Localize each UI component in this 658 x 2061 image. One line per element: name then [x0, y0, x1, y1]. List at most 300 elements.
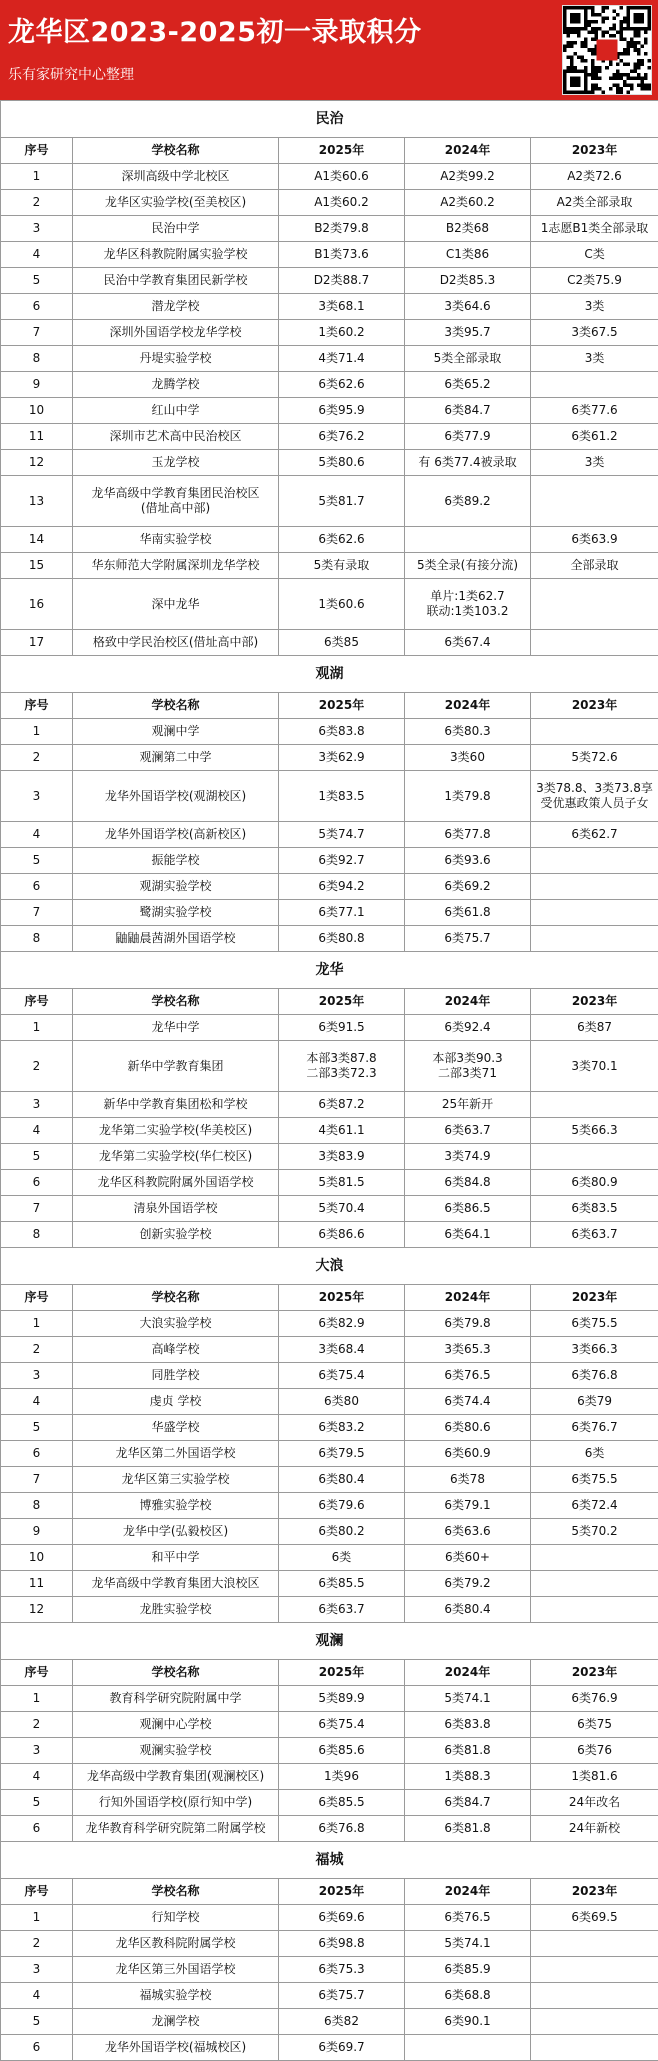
region-header	[1, 101, 658, 138]
column-header: 2023年	[531, 989, 658, 1015]
school-name-cell: 龙华高级中学教育集团民治校区 (借址高中部)	[73, 476, 279, 527]
score-2023-cell: 6类63.7	[531, 1222, 658, 1248]
index-cell: 6	[1, 294, 73, 320]
score-2024-cell: 6类65.2	[405, 372, 531, 398]
page-header	[0, 0, 658, 100]
table-row	[1, 1467, 658, 1493]
score-2024-cell: 6类60+	[405, 1545, 531, 1571]
score-2024-cell	[405, 527, 531, 553]
column-header: 2025年	[279, 138, 405, 164]
score-2025-cell: D2类88.7	[279, 268, 405, 294]
school-name-cell: 大浪实验学校	[73, 1311, 279, 1337]
table-row	[1, 398, 658, 424]
score-2023-cell: A2类72.6	[531, 164, 658, 190]
table-row	[1, 745, 658, 771]
table-row	[1, 822, 658, 848]
table-row	[1, 1015, 658, 1041]
score-2025-cell: 6类91.5	[279, 1015, 405, 1041]
school-name-cell: 观澜实验学校	[73, 1738, 279, 1764]
score-2024-cell: 3类60	[405, 745, 531, 771]
table-row	[1, 1441, 658, 1467]
score-2024-cell: 6类75.7	[405, 926, 531, 952]
score-2025-cell: 6类82.9	[279, 1311, 405, 1337]
score-2024-cell: 6类63.7	[405, 1118, 531, 1144]
score-2025-cell: 3类68.1	[279, 294, 405, 320]
score-2025-cell: 6类85	[279, 630, 405, 656]
column-header: 学校名称	[73, 1660, 279, 1686]
index-cell: 17	[1, 630, 73, 656]
column-header: 2024年	[405, 693, 531, 719]
table-row	[1, 1389, 658, 1415]
school-name-cell: 鼬鼬晨茜湖外国语学校	[73, 926, 279, 952]
table-row	[1, 1931, 658, 1957]
score-2025-cell: 4类61.1	[279, 1118, 405, 1144]
column-header: 学校名称	[73, 989, 279, 1015]
score-2023-cell	[531, 630, 658, 656]
index-cell: 5	[1, 848, 73, 874]
school-name-cell: 深圳外国语学校龙华学校	[73, 320, 279, 346]
score-2025-cell: 6类80	[279, 1389, 405, 1415]
table-row	[1, 1519, 658, 1545]
score-2024-cell: 6类80.6	[405, 1415, 531, 1441]
score-2023-cell	[531, 2009, 658, 2035]
score-2024-cell: 3类65.3	[405, 1337, 531, 1363]
school-name-cell: 龙华区第三实验学校	[73, 1467, 279, 1493]
index-cell: 7	[1, 900, 73, 926]
score-2023-cell: 6类76.9	[531, 1686, 658, 1712]
column-header: 2025年	[279, 1285, 405, 1311]
table-row	[1, 1597, 658, 1623]
score-2025-cell: 6类85.5	[279, 1571, 405, 1597]
region-name: 观湖	[1, 656, 658, 693]
index-cell: 8	[1, 1222, 73, 1248]
table-row	[1, 1790, 658, 1816]
score-2025-cell: 5类80.6	[279, 450, 405, 476]
index-cell: 2	[1, 190, 73, 216]
column-header-row	[1, 1285, 658, 1311]
score-2023-cell: C2类75.9	[531, 268, 658, 294]
table-row	[1, 1738, 658, 1764]
score-2025-cell: 6类80.4	[279, 1467, 405, 1493]
score-2023-cell	[531, 1571, 658, 1597]
score-2025-cell: 6类85.6	[279, 1738, 405, 1764]
score-2023-cell: 6类83.5	[531, 1196, 658, 1222]
score-2025-cell: 5类81.7	[279, 476, 405, 527]
table-row	[1, 2035, 658, 2061]
score-2025-cell: 6类87.2	[279, 1092, 405, 1118]
score-2025-cell: 5类89.9	[279, 1686, 405, 1712]
index-cell: 1	[1, 719, 73, 745]
score-2025-cell: 6类62.6	[279, 527, 405, 553]
score-2024-cell: 6类89.2	[405, 476, 531, 527]
column-header: 序号	[1, 1285, 73, 1311]
score-2023-cell: 6类87	[531, 1015, 658, 1041]
column-header: 序号	[1, 693, 73, 719]
score-2025-cell: 6类75.3	[279, 1957, 405, 1983]
column-header-row	[1, 693, 658, 719]
score-2025-cell: 6类75.4	[279, 1712, 405, 1738]
school-name-cell: 龙华高级中学教育集团大浪校区	[73, 1571, 279, 1597]
region-name: 龙华	[1, 952, 658, 989]
score-2025-cell: 6类77.1	[279, 900, 405, 926]
table-row	[1, 1545, 658, 1571]
index-cell: 8	[1, 926, 73, 952]
score-2024-cell: 5类全部录取	[405, 346, 531, 372]
score-2023-cell: 6类69.5	[531, 1905, 658, 1931]
score-2023-cell: 6类75.5	[531, 1467, 658, 1493]
score-2025-cell: 6类83.2	[279, 1415, 405, 1441]
column-header: 2025年	[279, 989, 405, 1015]
score-2025-cell: 5类70.4	[279, 1196, 405, 1222]
column-header: 序号	[1, 989, 73, 1015]
score-2025-cell: 6类98.8	[279, 1931, 405, 1957]
score-2024-cell: 6类84.7	[405, 398, 531, 424]
score-2023-cell: 6类62.7	[531, 822, 658, 848]
score-2024-cell: 25年新开	[405, 1092, 531, 1118]
school-name-cell: 龙华外国语学校(观湖校区)	[73, 771, 279, 822]
region-name: 民治	[1, 101, 658, 138]
score-2025-cell: A1类60.2	[279, 190, 405, 216]
school-name-cell: 观澜中学	[73, 719, 279, 745]
score-2023-cell: 5类66.3	[531, 1118, 658, 1144]
index-cell: 15	[1, 553, 73, 579]
index-cell: 11	[1, 424, 73, 450]
table-row	[1, 1041, 658, 1092]
score-2023-cell	[531, 476, 658, 527]
school-name-cell: 龙华区教科院附属学校	[73, 1931, 279, 1957]
score-2025-cell: 3类83.9	[279, 1144, 405, 1170]
table-row	[1, 527, 658, 553]
score-2023-cell	[531, 372, 658, 398]
score-2023-cell: 6类	[531, 1441, 658, 1467]
index-cell: 16	[1, 579, 73, 630]
score-2025-cell: 6类92.7	[279, 848, 405, 874]
school-name-cell: 高峰学校	[73, 1337, 279, 1363]
score-2024-cell: 3类64.6	[405, 294, 531, 320]
index-cell: 4	[1, 1118, 73, 1144]
table-row	[1, 476, 658, 527]
score-2024-cell: 本部3类90.3 二部3类71	[405, 1041, 531, 1092]
admission-score-table	[0, 100, 658, 2061]
school-name-cell: 博雅实验学校	[73, 1493, 279, 1519]
school-name-cell: 创新实验学校	[73, 1222, 279, 1248]
score-2024-cell: 6类68.8	[405, 1983, 531, 2009]
score-2024-cell: 1类79.8	[405, 771, 531, 822]
column-header: 2025年	[279, 1660, 405, 1686]
school-name-cell: 龙华区科教院附属实验学校	[73, 242, 279, 268]
school-name-cell: 龙华高级中学教育集团(观澜校区)	[73, 1764, 279, 1790]
score-2023-cell: 3类67.5	[531, 320, 658, 346]
table-row	[1, 1764, 658, 1790]
column-header: 2023年	[531, 1285, 658, 1311]
school-name-cell: 观澜中心学校	[73, 1712, 279, 1738]
score-2024-cell: 6类69.2	[405, 874, 531, 900]
table-row	[1, 926, 658, 952]
score-2024-cell: 6类81.8	[405, 1816, 531, 1842]
index-cell: 4	[1, 1764, 73, 1790]
school-name-cell: 华盛学校	[73, 1415, 279, 1441]
score-2023-cell: 6类76.7	[531, 1415, 658, 1441]
school-name-cell: 龙华中学	[73, 1015, 279, 1041]
school-name-cell: 玉龙学校	[73, 450, 279, 476]
column-header: 2023年	[531, 1879, 658, 1905]
score-2024-cell: 5类74.1	[405, 1686, 531, 1712]
column-header: 2024年	[405, 138, 531, 164]
school-name-cell: 和平中学	[73, 1545, 279, 1571]
school-name-cell: 格致中学民治校区(借址高中部)	[73, 630, 279, 656]
index-cell: 6	[1, 874, 73, 900]
table-row	[1, 1144, 658, 1170]
score-2024-cell: 3类95.7	[405, 320, 531, 346]
score-2025-cell: 6类69.6	[279, 1905, 405, 1931]
score-2024-cell: 6类84.8	[405, 1170, 531, 1196]
table-row	[1, 874, 658, 900]
index-cell: 11	[1, 1571, 73, 1597]
score-2025-cell: 5类有录取	[279, 553, 405, 579]
score-2024-cell: 6类83.8	[405, 1712, 531, 1738]
score-2023-cell: 6类76.8	[531, 1363, 658, 1389]
score-2024-cell: 6类74.4	[405, 1389, 531, 1415]
table-row	[1, 1686, 658, 1712]
score-2025-cell: 6类69.7	[279, 2035, 405, 2061]
school-name-cell: 丹堤实验学校	[73, 346, 279, 372]
index-cell: 10	[1, 398, 73, 424]
score-2025-cell: 6类86.6	[279, 1222, 405, 1248]
index-cell: 2	[1, 1041, 73, 1092]
score-2024-cell: 1类88.3	[405, 1764, 531, 1790]
column-header-row	[1, 989, 658, 1015]
index-cell: 1	[1, 1686, 73, 1712]
school-name-cell: 龙腾学校	[73, 372, 279, 398]
school-name-cell: 龙华第二实验学校(华仁校区)	[73, 1144, 279, 1170]
score-2025-cell: 6类76.2	[279, 424, 405, 450]
score-2023-cell: 6类63.9	[531, 527, 658, 553]
score-2024-cell: 6类60.9	[405, 1441, 531, 1467]
score-2025-cell: 3类62.9	[279, 745, 405, 771]
score-2023-cell: 3类70.1	[531, 1041, 658, 1092]
column-header: 2024年	[405, 1285, 531, 1311]
table-row	[1, 553, 658, 579]
index-cell: 6	[1, 1441, 73, 1467]
index-cell: 6	[1, 1170, 73, 1196]
score-2024-cell: 6类64.1	[405, 1222, 531, 1248]
score-2024-cell: 6类61.8	[405, 900, 531, 926]
score-2024-cell: 单片:1类62.7 联动:1类103.2	[405, 579, 531, 630]
score-2024-cell: 6类79.8	[405, 1311, 531, 1337]
score-2024-cell: 6类85.9	[405, 1957, 531, 1983]
school-name-cell: 行知外国语学校(原行知中学)	[73, 1790, 279, 1816]
school-name-cell: 福城实验学校	[73, 1983, 279, 2009]
index-cell: 8	[1, 346, 73, 372]
score-2024-cell	[405, 2035, 531, 2061]
index-cell: 9	[1, 372, 73, 398]
region-header	[1, 952, 658, 989]
table-row	[1, 294, 658, 320]
index-cell: 1	[1, 1015, 73, 1041]
score-2023-cell: 3类	[531, 294, 658, 320]
index-cell: 5	[1, 1144, 73, 1170]
score-2023-cell: 24年改名	[531, 1790, 658, 1816]
school-name-cell: 民治中学教育集团民新学校	[73, 268, 279, 294]
score-2023-cell: 6类79	[531, 1389, 658, 1415]
score-2025-cell: B1类73.6	[279, 242, 405, 268]
score-2023-cell: 5类72.6	[531, 745, 658, 771]
school-name-cell: 同胜学校	[73, 1363, 279, 1389]
column-header: 学校名称	[73, 138, 279, 164]
table-row	[1, 450, 658, 476]
score-2024-cell: 6类86.5	[405, 1196, 531, 1222]
score-2024-cell: 6类77.8	[405, 822, 531, 848]
index-cell: 3	[1, 1957, 73, 1983]
column-header: 学校名称	[73, 1285, 279, 1311]
table-row	[1, 1983, 658, 2009]
index-cell: 3	[1, 216, 73, 242]
school-name-cell: 华南实验学校	[73, 527, 279, 553]
index-cell: 3	[1, 1738, 73, 1764]
score-2024-cell: A2类60.2	[405, 190, 531, 216]
table-row	[1, 216, 658, 242]
region-name: 大浪	[1, 1248, 658, 1285]
school-name-cell: 龙华外国语学校(高新校区)	[73, 822, 279, 848]
table-row	[1, 1957, 658, 1983]
table-row	[1, 346, 658, 372]
score-2023-cell: 3类78.8、3类73.8享 受优惠政策人员子女	[531, 771, 658, 822]
school-name-cell: 龙胜实验学校	[73, 1597, 279, 1623]
table-row	[1, 320, 658, 346]
school-name-cell: 龙华区科教院附属外国语学校	[73, 1170, 279, 1196]
index-cell: 3	[1, 1363, 73, 1389]
score-2023-cell: 3类	[531, 450, 658, 476]
score-2024-cell: 6类90.1	[405, 2009, 531, 2035]
school-name-cell: 深圳高级中学北校区	[73, 164, 279, 190]
score-2023-cell: 5类70.2	[531, 1519, 658, 1545]
table-row	[1, 1905, 658, 1931]
score-2025-cell: 1类96	[279, 1764, 405, 1790]
score-2025-cell: 6类79.6	[279, 1493, 405, 1519]
school-name-cell: 龙华第二实验学校(华美校区)	[73, 1118, 279, 1144]
table-row	[1, 190, 658, 216]
score-2023-cell	[531, 1545, 658, 1571]
score-2024-cell: C1类86	[405, 242, 531, 268]
score-2023-cell	[531, 579, 658, 630]
score-2025-cell: 6类95.9	[279, 398, 405, 424]
index-cell: 1	[1, 1905, 73, 1931]
score-2024-cell: 6类92.4	[405, 1015, 531, 1041]
index-cell: 5	[1, 1790, 73, 1816]
index-cell: 4	[1, 822, 73, 848]
score-2025-cell: 1类83.5	[279, 771, 405, 822]
score-2025-cell: 6类76.8	[279, 1816, 405, 1842]
page-subtitle: 乐有家研究中心整理	[8, 64, 134, 84]
column-header: 序号	[1, 1660, 73, 1686]
school-name-cell: 清泉外国语学校	[73, 1196, 279, 1222]
table-row	[1, 1118, 658, 1144]
score-2024-cell: 6类76.5	[405, 1905, 531, 1931]
score-2025-cell: 6类80.2	[279, 1519, 405, 1545]
table-row	[1, 1816, 658, 1842]
score-2023-cell	[531, 1092, 658, 1118]
score-2025-cell: 3类68.4	[279, 1337, 405, 1363]
school-name-cell: 潜龙学校	[73, 294, 279, 320]
index-cell: 8	[1, 1493, 73, 1519]
index-cell: 3	[1, 771, 73, 822]
region-header	[1, 1248, 658, 1285]
table-row	[1, 771, 658, 822]
index-cell: 7	[1, 1196, 73, 1222]
school-name-cell: 龙华外国语学校(福城校区)	[73, 2035, 279, 2061]
score-2024-cell: A2类99.2	[405, 164, 531, 190]
region-header	[1, 656, 658, 693]
score-2024-cell: D2类85.3	[405, 268, 531, 294]
table-row	[1, 1363, 658, 1389]
index-cell: 6	[1, 1816, 73, 1842]
score-2023-cell: 6类61.2	[531, 424, 658, 450]
region-header	[1, 1623, 658, 1660]
score-2024-cell: 6类79.2	[405, 1571, 531, 1597]
table-row	[1, 2009, 658, 2035]
table-row	[1, 1196, 658, 1222]
score-2024-cell: 6类76.5	[405, 1363, 531, 1389]
score-2023-cell	[531, 1983, 658, 2009]
score-2024-cell: 6类80.4	[405, 1597, 531, 1623]
score-2024-cell: 5类全录(有接分流)	[405, 553, 531, 579]
score-2023-cell	[531, 900, 658, 926]
score-2023-cell: 3类66.3	[531, 1337, 658, 1363]
score-2023-cell	[531, 1931, 658, 1957]
score-2025-cell: 6类75.7	[279, 1983, 405, 2009]
table-row	[1, 1222, 658, 1248]
score-2024-cell: 6类80.3	[405, 719, 531, 745]
table-row	[1, 1712, 658, 1738]
score-2024-cell: B2类68	[405, 216, 531, 242]
index-cell: 5	[1, 2009, 73, 2035]
school-name-cell: 龙华教育科学研究院第二附属学校	[73, 1816, 279, 1842]
table-row	[1, 1571, 658, 1597]
score-2025-cell: B2类79.8	[279, 216, 405, 242]
column-header: 2024年	[405, 1879, 531, 1905]
score-2023-cell: 1类81.6	[531, 1764, 658, 1790]
school-name-cell: 龙澜学校	[73, 2009, 279, 2035]
score-2025-cell: 6类82	[279, 2009, 405, 2035]
school-name-cell: 红山中学	[73, 398, 279, 424]
score-2023-cell	[531, 1957, 658, 1983]
table-row	[1, 424, 658, 450]
score-2024-cell: 有 6类77.4被录取	[405, 450, 531, 476]
score-2025-cell: 4类71.4	[279, 346, 405, 372]
index-cell: 2	[1, 1931, 73, 1957]
column-header: 2025年	[279, 693, 405, 719]
column-header: 2024年	[405, 989, 531, 1015]
school-name-cell: 观湖实验学校	[73, 874, 279, 900]
region-name: 观澜	[1, 1623, 658, 1660]
index-cell: 1	[1, 164, 73, 190]
score-2023-cell: 1志愿B1类全部录取	[531, 216, 658, 242]
index-cell: 5	[1, 268, 73, 294]
score-2024-cell: 6类67.4	[405, 630, 531, 656]
score-2023-cell: 3类	[531, 346, 658, 372]
column-header: 序号	[1, 1879, 73, 1905]
score-2025-cell: 6类94.2	[279, 874, 405, 900]
index-cell: 5	[1, 1415, 73, 1441]
school-name-cell: 虔贞 学校	[73, 1389, 279, 1415]
score-2024-cell: 5类74.1	[405, 1931, 531, 1957]
score-2025-cell: 5类81.5	[279, 1170, 405, 1196]
index-cell: 12	[1, 450, 73, 476]
score-2024-cell: 6类81.8	[405, 1738, 531, 1764]
column-header: 学校名称	[73, 1879, 279, 1905]
score-2024-cell: 6类77.9	[405, 424, 531, 450]
school-name-cell: 龙华区第三外国语学校	[73, 1957, 279, 1983]
